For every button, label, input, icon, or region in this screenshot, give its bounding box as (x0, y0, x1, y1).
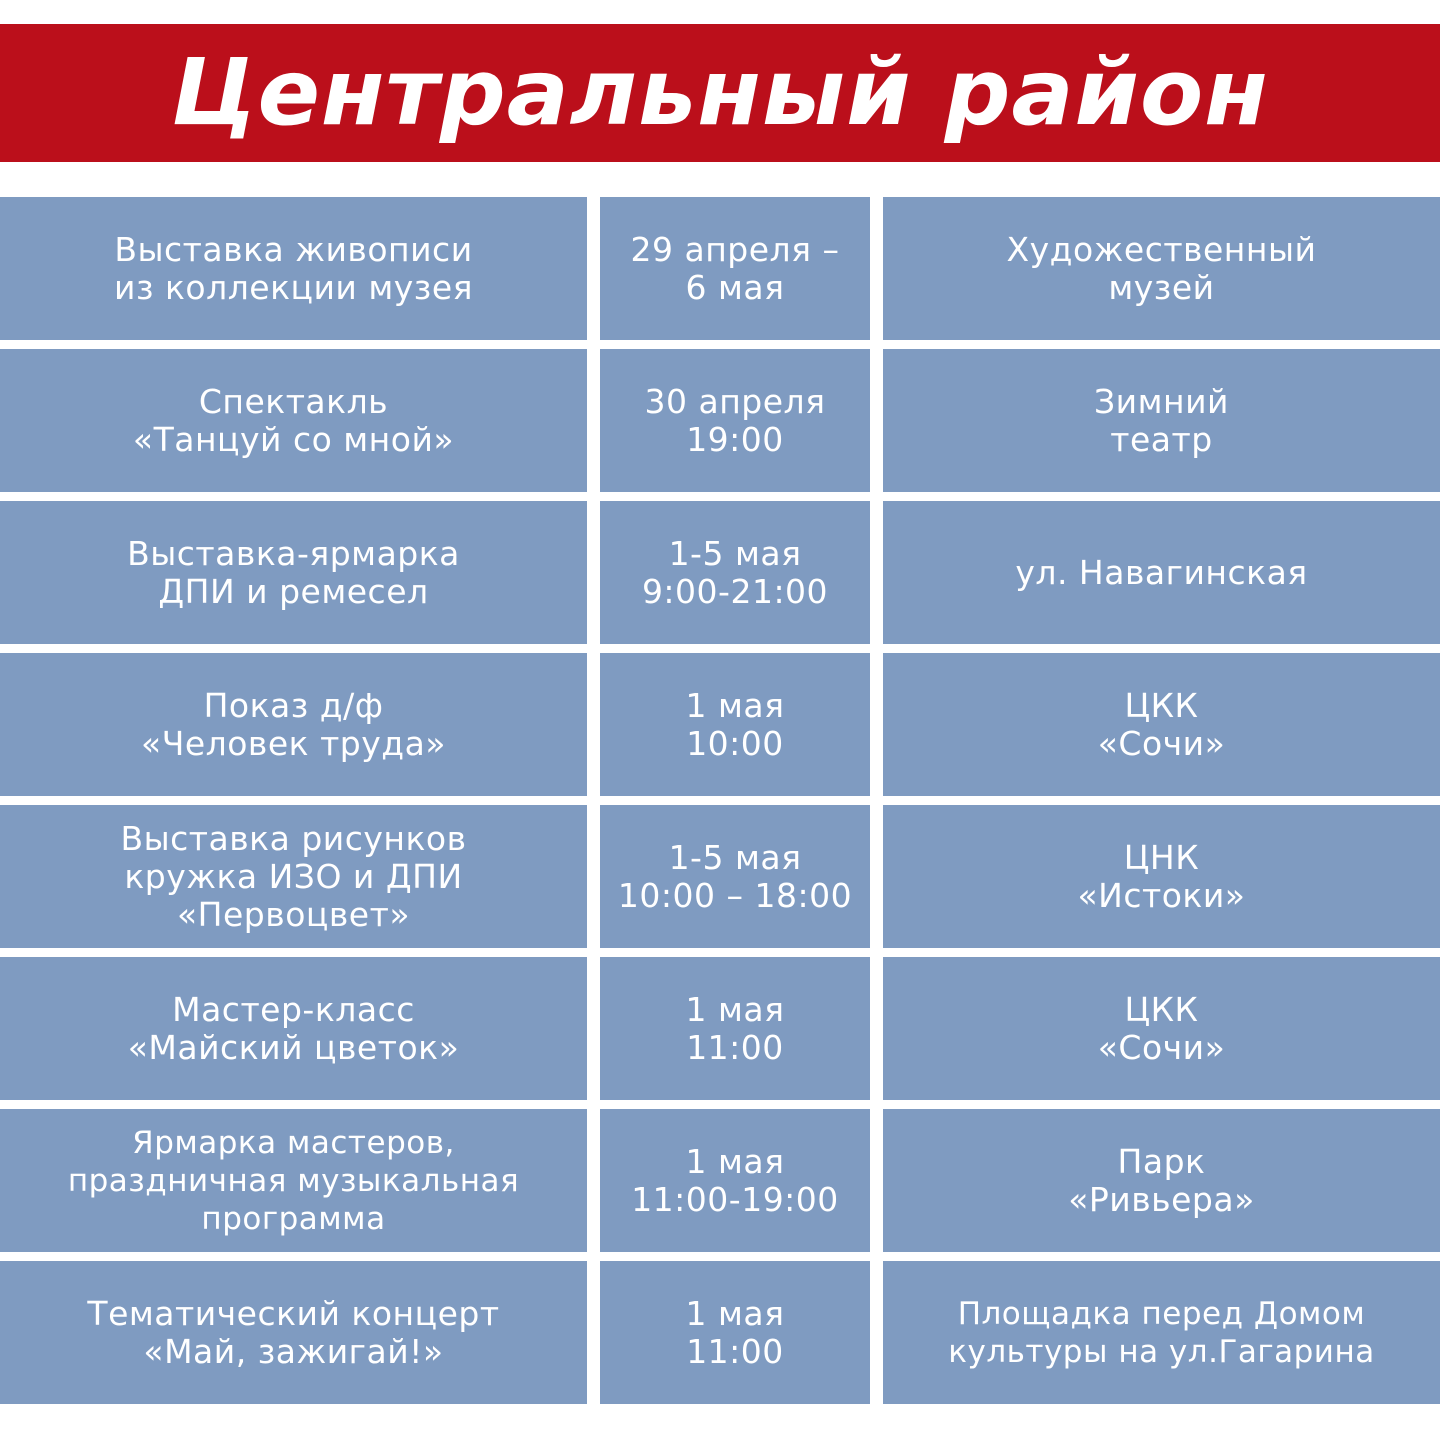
event-place-cell: ЦНК «Истоки» (883, 805, 1440, 948)
event-place-cell: ЦКК «Сочи» (883, 653, 1440, 796)
event-place-cell: ул. Навагинская (883, 501, 1440, 644)
event-date-cell: 1 мая 10:00 (600, 653, 870, 796)
event-date-cell: 29 апреля – 6 мая (600, 197, 870, 340)
event-place-cell: Парк «Ривьера» (883, 1109, 1440, 1252)
event-place-cell: Зимний театр (883, 349, 1440, 492)
event-name-cell: Выставка рисунков кружка ИЗО и ДПИ «Первоцвет» (0, 805, 587, 948)
events-table (0, 197, 1440, 1404)
event-place-cell: Площадка перед Домом культуры на ул.Гагарина (883, 1261, 1440, 1404)
event-name-cell: Выставка-ярмарка ДПИ и ремесел (0, 501, 587, 644)
event-date-cell: 1-5 мая 9:00-21:00 (600, 501, 870, 644)
event-name-cell: Ярмарка мастеров, праздничная музыкальная программа (0, 1109, 587, 1252)
event-date-cell: 1 мая 11:00 (600, 957, 870, 1100)
event-date-cell: 1 мая 11:00-19:00 (600, 1109, 870, 1252)
event-date-cell: 30 апреля 19:00 (600, 349, 870, 492)
event-name-cell: Показ д/ф «Человек труда» (0, 653, 587, 796)
event-name-cell: Тематический концерт «Май, зажигай!» (0, 1261, 587, 1404)
page-title: Центральный район (171, 39, 1269, 146)
header-banner (0, 24, 1440, 162)
event-place-cell: Художественный музей (883, 197, 1440, 340)
event-date-cell: 1 мая 11:00 (600, 1261, 870, 1404)
event-place-cell: ЦКК «Сочи» (883, 957, 1440, 1100)
event-name-cell: Мастер-класс «Майский цветок» (0, 957, 587, 1100)
event-date-cell: 1-5 мая 10:00 – 18:00 (600, 805, 870, 948)
event-name-cell: Выставка живописи из коллекции музея (0, 197, 587, 340)
event-name-cell: Спектакль «Танцуй со мной» (0, 349, 587, 492)
